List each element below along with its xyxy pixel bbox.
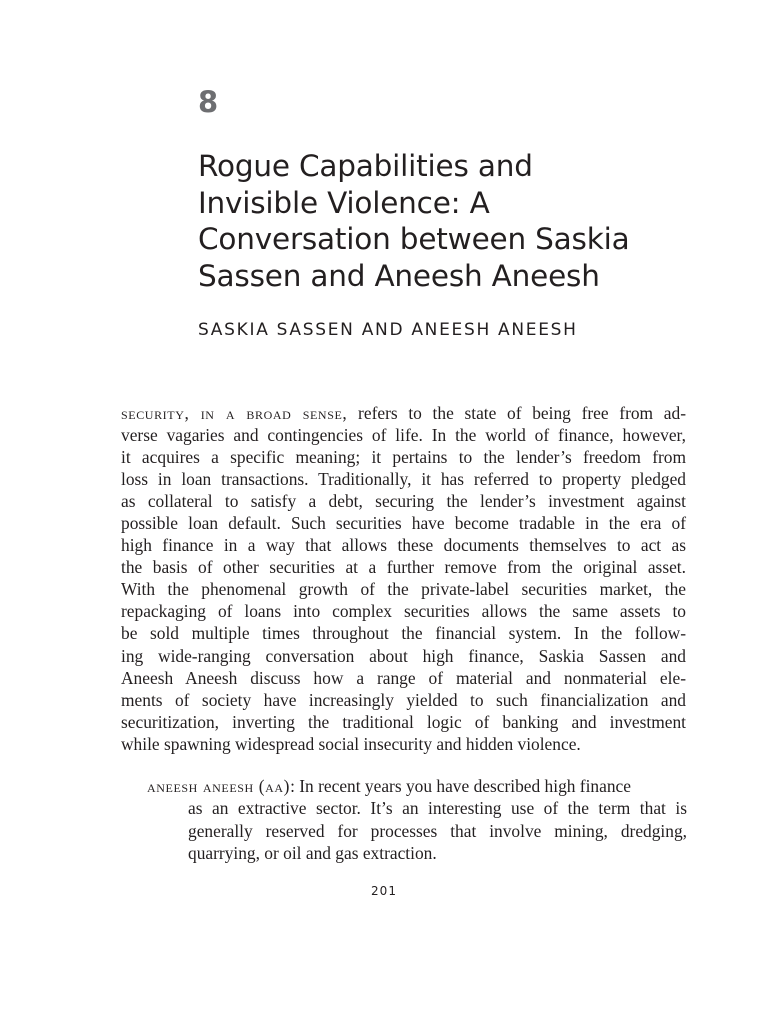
chapter-title-line: Rogue Capabilities and: [198, 149, 533, 183]
intro-paragraph: [121, 402, 686, 755]
dialogue-entry: [147, 775, 687, 864]
paragraph-line: repackaging of loans into complex securities allows the same assets to: [121, 601, 686, 622]
page-number: 201: [371, 884, 397, 898]
dialogue-line: as an extractive sector. It’s an interesting use of the term that is: [188, 798, 687, 819]
chapter-title-line: Invisible Violence: A: [198, 185, 490, 220]
chapter-title: [198, 148, 718, 294]
paragraph-line: With the phenomenal growth of the private-label securities market, the: [121, 579, 686, 600]
dialogue-first-line: [147, 775, 687, 797]
paragraph-line: possible loan default. Such securities have become tradable in the era of: [121, 513, 686, 534]
chapter-title-line: Conversation between Saskia: [198, 222, 630, 256]
paragraph-line: [121, 402, 686, 424]
dialogue-line-text: : In recent years you have described high finance: [290, 776, 631, 796]
chapter-number: 8: [198, 85, 219, 119]
paragraph-line: as collateral to satisfy a debt, securing the lender’s investment against: [121, 491, 686, 512]
paragraph-line: be sold multiple times throughout the financial system. In the follow-: [121, 623, 686, 644]
paragraph-line: Aneesh Aneesh discuss how a range of material and nonmaterial ele-: [121, 667, 686, 688]
speaker-name: aneesh aneesh (aa): [147, 776, 291, 796]
paragraph-line: loss in loan transactions. Traditionally, it has referred to property pledged: [121, 469, 686, 490]
paragraph-line-text: refers to the state of being free from ad-: [347, 403, 686, 423]
dialogue-line: generally reserved for processes that involve mining, dredging,: [188, 820, 687, 841]
paragraph-line: the basis of other securities at a further remove from the original asset.: [121, 557, 686, 578]
paragraph-line: securitization, inverting the traditional logic of banking and investment: [121, 711, 686, 732]
paragraph-line: it acquires a specific meaning; it pertains to the lender’s freedom from: [121, 447, 686, 468]
dialogue-line: quarrying, or oil and gas extraction.: [188, 842, 437, 863]
paragraph-line: verse vagaries and contingencies of life. In the world of finance, however,: [121, 425, 686, 446]
paragraph-line: ments of society have increasingly yielded to such financialization and: [121, 689, 686, 710]
paragraph-line: while spawning widespread social insecurity and hidden violence.: [121, 733, 581, 754]
lead-in-smallcaps: security, in a broad sense,: [121, 403, 348, 423]
chapter-authors: SASKIA SASSEN AND ANEESH ANEESH: [198, 320, 578, 340]
paragraph-line: ing wide-ranging conversation about high finance, Saskia Sassen and: [121, 645, 686, 666]
paragraph-line: high finance in a way that allows these documents themselves to act as: [121, 535, 686, 556]
chapter-title-line: Sassen and Aneesh Aneesh: [198, 258, 600, 293]
